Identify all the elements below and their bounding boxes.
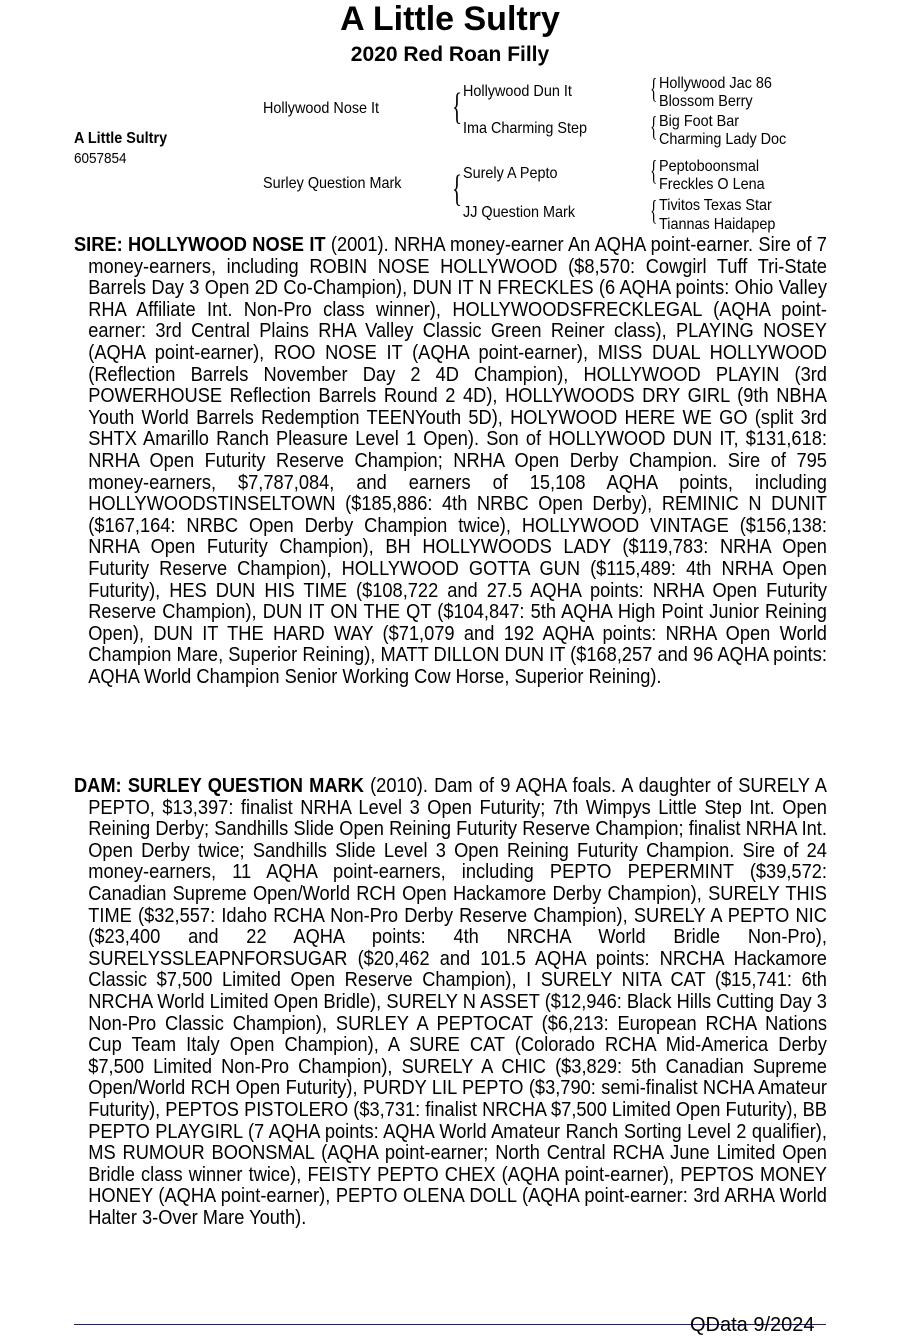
pedigree-dd-dam: Tiannas Haidapep [659, 216, 776, 233]
page-subtitle: 2020 Red Roan Filly [350, 43, 550, 66]
subject-registration: 6057854 [74, 150, 127, 167]
pedigree-sire-dam: Ima Charming Step [463, 120, 588, 137]
pedigree-ss-dam: Blossom Berry [659, 93, 753, 110]
subject-name: A Little Sultry [74, 130, 168, 147]
pedigree-ds-dam: Freckles O Lena [659, 176, 765, 193]
pedigree-dam: Surley Question Mark [263, 175, 402, 192]
brace-icon: { [452, 86, 463, 128]
pedigree-ss-sire: Hollywood Jac 86 [659, 75, 772, 92]
pedigree-ds-sire: Peptoboonsmal [659, 158, 760, 175]
pedigree-sd-sire: Big Foot Bar [659, 113, 740, 130]
brace-icon: { [650, 156, 658, 187]
brace-icon: { [452, 168, 463, 210]
pedigree-sd-dam: Charming Lady Doc [659, 131, 787, 148]
dam-section [74, 775, 827, 1228]
footer-source: QData 9/2024 [690, 1314, 815, 1336]
sire-heading: SIRE: HOLLYWOOD NOSE IT [74, 233, 326, 256]
pedigree-sire: Hollywood Nose It [263, 100, 380, 117]
dam-description: (2010). Dam of 9 AQHA foals. A daughter of SURELY A PEPTO, $13,397: finalist NRHA Level 3 Open Futurity; 7th Wimpys Little Step Int. Open Reining Derby; Sandhills Slide Open Reining Futurity Reserve Champion; finalist NRHA Int. Open Derby twice; Sandhills Slide Level 3 Open Reining Futurity Champion. Sire of 24 money-earners, 11 AQHA point-earners, including PEPTO PEPERMINT ($39,572: Canadian Supreme Open/World RCH Open Hackamore Derby Champion), SURELY THIS TIME ($32,557: Idaho RCHA Non-Pro Derby Reserve Champion), SURELY A PEPTO NIC ($23,400 and 22 AQHA points: 4th NRCHA World Bridle Non-Pro), SURELYSSLEAPNFORSUGAR ($20,462 and 101.5 AQHA points: NRCHA Hackamore Classic $7,500 Limited Open Reserve Champion), I SURELY NITA CAT ($15,741: 6th NRCHA World Limited Open Bridle), SURELY N ASSET ($12,946: Black Hills Cutting Day 3 Non-Pro Classic Champion), SURLEY A PEPTOCAT ($6,213: European RCHA Nations Cup Team Italy Open Champion), A SURE CAT (Colorado RCHA Mid-America Derby $7,500 Limited Non-Pro Champion), SURELY A CHIC ($3,829: 5th Canadian Supreme Open/World RCH Open Futurity), PURDY LIL PEPTO ($3,790: semi-finalist NCHA Amateur Futurity), PEPTOS PISTOLERO ($3,731: finalist NRCHA $7,500 Limited Open Futurity), BB PEPTO PLAYGIRL (7 AQHA points: AQHA World Amateur Ranch Sorting Level 2 qualifier), MS RUMOUR BOONSMAL (AQHA point-earner; North Central RCHA June Limited Open Bridle class winner twice), FEISTY PEPTO CHEX (AQHA point-earner), PEPTOS MONEY HONEY (AQHA point-earner), PEPTO OLENA DOLL (AQHA point-earner: 3rd ARHA World Halter 3-Over Mare Youth). [88, 774, 827, 1229]
dam-heading: DAM: SURLEY QUESTION MARK [74, 774, 364, 797]
brace-icon: { [650, 196, 658, 227]
brace-icon: { [650, 74, 658, 105]
page-title: A Little Sultry [340, 0, 560, 38]
sire-section [74, 234, 827, 687]
pedigree-sire-sire: Hollywood Dun It [463, 83, 572, 100]
pedigree-dam-sire: Surely A Pepto [463, 165, 558, 182]
pedigree-dam-dam: JJ Question Mark [463, 204, 576, 221]
sire-description: (2001). NRHA money-earner An AQHA point-earner. Sire of 7 money-earners, including ROBIN NOSE HOLLYWOOD ($8,570: Cowgirl Tuff Tri-State Barrels Day 3 Open 2D Co-Champion), DUN IT N FRECKLES (6 AQHA points: Ohio Valley RHA Affiliate Int. Non-Pro class winner), HOLLYWOODSFRECKLEGAL (AQHA point-earner: 3rd Central Plains RHA Valley Classic Green Reiner class), PLAYING NOSEY (AQHA point-earner), ROO NOSE IT (AQHA point-earner), MISS DUAL HOLLYWOOD (Reflection Barrels November Day 2 4D Champion), HOLLYWOOD PLAYIN (3rd POWERHOUSE Reflection Barrels Round 2 4D), HOLLYWOODS DRY GIRL (9th NBHA Youth World Barrels Redemption TEENYouth 5D), HOLYWOOD HERE WE GO (split 3rd SHTX Amarillo Ranch Pleasure Level 1 Open). Son of HOLLYWOOD DUN IT, $131,618: NRHA Open Futurity Reserve Champion; NRHA Open Derby Champion. Sire of 795 money-earners, $7,787,084, and earners of 15,108 AQHA points, including HOLLYWOODSTINSELTOWN ($185,886: 4th NRBC Open Derby), REMINIC N DUNIT ($167,164: NRBC Open Derby Champion twice), HOLLYWOOD VINTAGE ($156,138: NRHA Open Futurity Champion), BH HOLLYWOODS LADY ($119,783: NRHA Open Futurity Reserve Champion), HOLLYWOOD GOTTA GUN ($115,489: 4th NRHA Open Futurity), HES DUN HIS TIME ($108,722 and 27.5 AQHA points: NRHA Open Futurity Reserve Champion), DUN IT ON THE QT ($104,847: 5th AQHA High Point Junior Reining Open), DUN IT THE HARD WAY ($71,079 and 192 AQHA points: NRHA Open World Champion Mare, Superior Reining), MATT DILLON DUN IT ($168,257 and 96 AQHA points: AQHA World Champion Senior Working Cow Horse, Superior Reining). [88, 233, 827, 688]
brace-icon: { [650, 112, 658, 143]
pedigree-dd-sire: Tivitos Texas Star [659, 197, 772, 214]
